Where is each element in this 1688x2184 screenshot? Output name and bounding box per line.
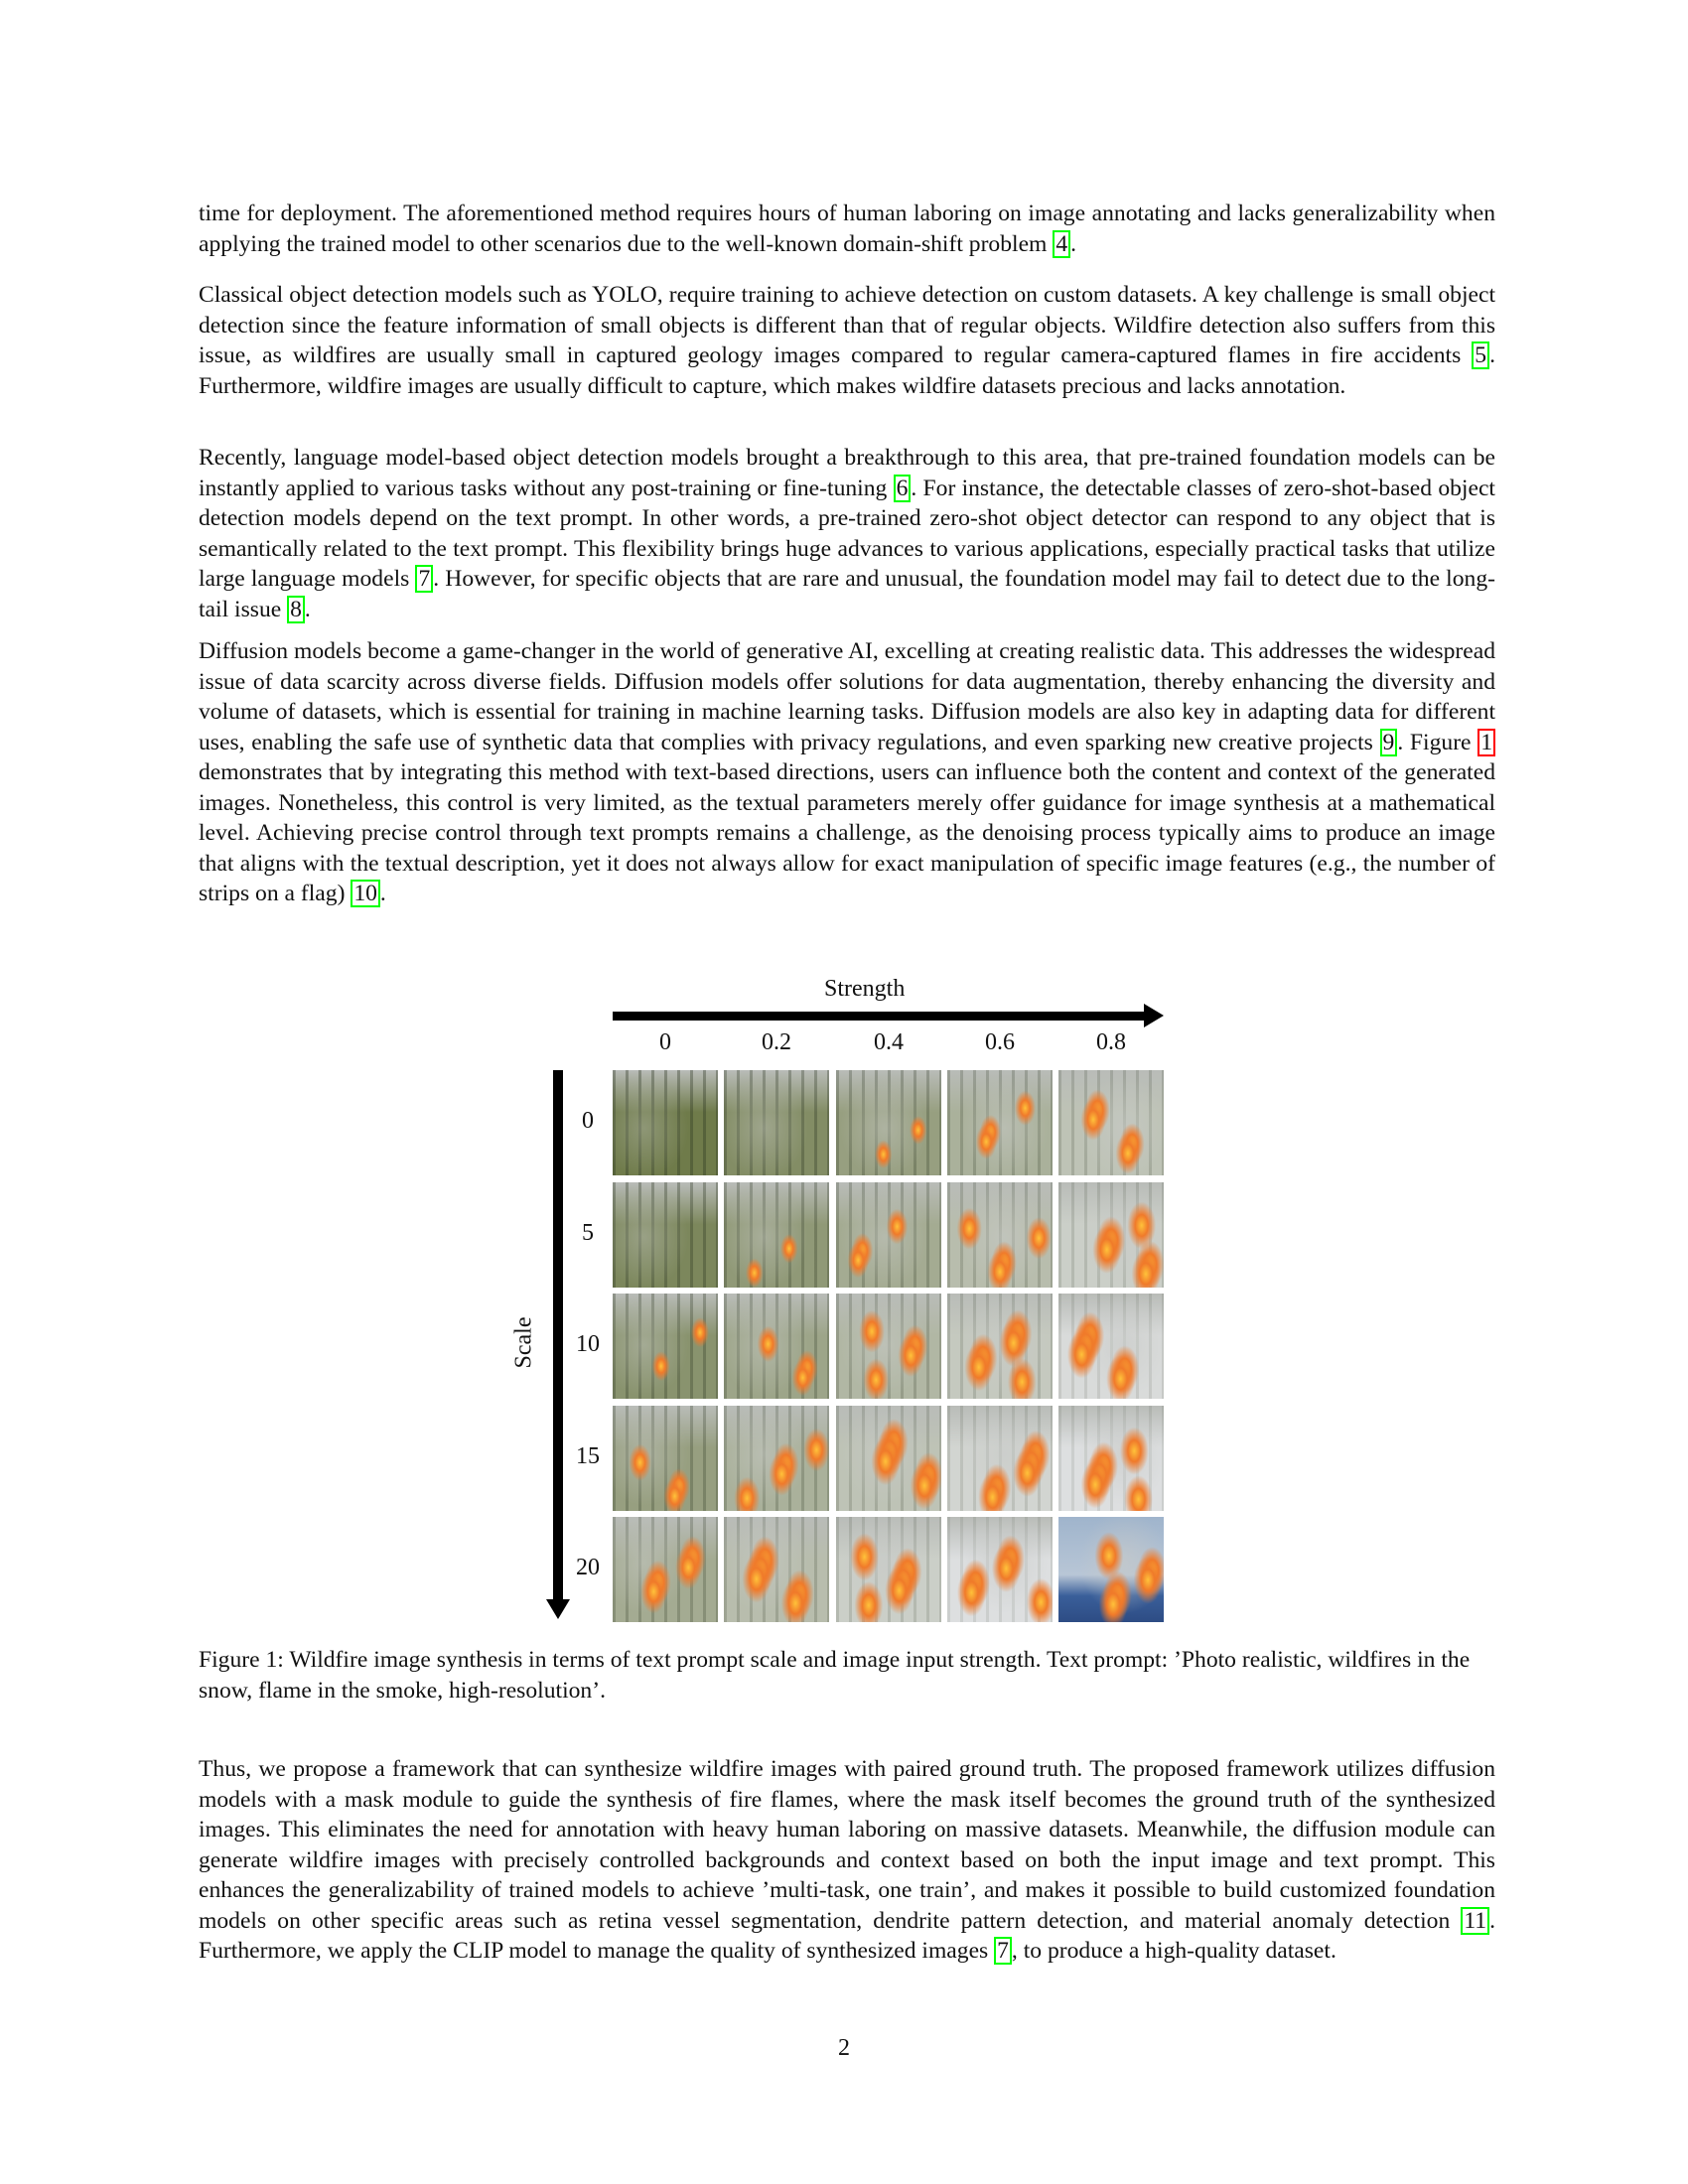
synthesized-wildfire-image <box>947 1294 1053 1399</box>
paragraph: Thus, we propose a framework that can synthesize wildfire images with paired ground truth. The proposed framework utilizes diffusion models with a mask module to guide the synthesis of fire flames, where the mask itself becomes the ground truth of the synthesized images. This eliminates the need for annotation with heavy human laboring on massive datasets. Meanwhile, the diffusion module can generate wildfire images with precisely controlled backgrounds and context based on both the input image and text prompt. This enhances the generalizability of trained models to achieve ’multi-task, one train’, and makes it possible to build customized foundation models on other specific areas such as retina vessel segmentation, dendrite pattern detection, and material anomaly detection 11 . Furthermore, we apply the CLIP model to manage the quality of synthesized images 7 , to produce a high-quality dataset. <box>199 1756 1495 1964</box>
scale-value-label: 10 <box>576 1331 600 1357</box>
synthesized-wildfire-image <box>836 1182 941 1288</box>
synthesized-wildfire-image <box>947 1182 1053 1288</box>
synthesized-wildfire-image <box>1058 1182 1164 1288</box>
figure-1 <box>496 968 1192 1633</box>
synthesized-wildfire-image <box>836 1070 941 1175</box>
strength-value-label: 0.4 <box>874 1029 904 1055</box>
synthesized-wildfire-image <box>613 1070 718 1175</box>
scale-value-label: 5 <box>582 1220 594 1246</box>
synthesized-wildfire-image <box>836 1517 941 1622</box>
citation-link[interactable]: 9 <box>1380 729 1398 756</box>
paragraph: Recently, language model-based object detection models brought a breakthrough to this area, that pre-trained foundation models can be instantly applied to various tasks without any post-training or fine-tuning 6 . For instance, the detectable classes of zero-shot-based object detection models depend on the text prompt. In other words, a pre-trained zero-shot object detector can respond to any object that is semantically related to the text prompt. This flexibility brings huge advances to various applications, especially practical tasks that utilize large language models 7 . However, for specific objects that are rare and unusual, the foundation model may fail to detect due to the long-tail issue 8 . <box>199 445 1495 622</box>
citation-link[interactable]: 7 <box>415 565 433 593</box>
synthesized-wildfire-image <box>1058 1517 1164 1622</box>
citation-link[interactable]: 8 <box>287 596 305 623</box>
paragraph: time for deployment. The aforementioned method requires hours of human laboring on image annotating and lacks generalizability when applying the trained model to other scenarios due to the well-known domain-shift problem 4 . <box>199 201 1495 257</box>
strength-value-label: 0.2 <box>762 1029 791 1055</box>
citation-link[interactable]: 4 <box>1053 230 1070 258</box>
citation-link[interactable]: 11 <box>1461 1907 1489 1935</box>
synthesized-wildfire-image <box>724 1517 829 1622</box>
figure-caption: Figure 1: Wildfire image synthesis in terms of text prompt scale and image input strength. Text prompt: ’Photo realistic, wildfires in the snow, flame in the smoke, high-resolution’. <box>199 1647 1471 1704</box>
strength-value-label: 0 <box>659 1029 671 1055</box>
figure-ref-link[interactable]: 1 <box>1477 729 1495 756</box>
y-axis-label: Scale <box>510 1316 537 1369</box>
synthesized-wildfire-image <box>613 1517 718 1622</box>
scale-value-label: 15 <box>576 1443 600 1469</box>
synthesized-wildfire-image <box>613 1294 718 1399</box>
arrow-down-icon <box>546 1599 570 1619</box>
synthesized-wildfire-image <box>947 1070 1053 1175</box>
citation-link[interactable]: 10 <box>351 880 380 907</box>
synthesized-wildfire-image <box>836 1406 941 1511</box>
scale-arrow-shaft <box>553 1070 563 1604</box>
synthesized-wildfire-image <box>947 1406 1053 1511</box>
arrow-right-icon <box>1144 1004 1164 1027</box>
strength-value-label: 0.8 <box>1096 1029 1126 1055</box>
paragraph: Diffusion models become a game-changer in the world of generative AI, excelling at creating realistic data. This addresses the widespread issue of data scarcity across diverse fields. Diffusion models offer solutions for data augmentation, thereby enhancing the diversity and volume of datasets, which is essential for training in machine learning tasks. Diffusion models are also key in adapting data for different uses, enabling the safe use of synthetic data that complies with privacy regulations, and even sparking new creative projects 9 . Figure 1 demonstrates that by integrating this method with text-based directions, users can influence both the content and context of the generated images. Nonetheless, this control is very limited, as the textual parameters merely offer guidance for image synthesis at a mathematical level. Achieving precise control through text prompts remains a challenge, as the denoising process typically aims to produce an image that aligns with the textual description, yet it does not always allow for exact manipulation of specific image features (e.g., the number of strips on a flag) 10 . <box>199 638 1495 906</box>
citation-link[interactable]: 6 <box>894 475 912 502</box>
synthesized-wildfire-image <box>1058 1070 1164 1175</box>
synthesized-wildfire-image <box>1058 1406 1164 1511</box>
synthesized-wildfire-image <box>724 1294 829 1399</box>
paragraph: Classical object detection models such as YOLO, require training to achieve detection on custom datasets. A key challenge is small object detection since the feature information of small objects is different than that of regular objects. Wildfire detection also suffers from this issue, as wildfires are usually small in captured geology images compared to regular camera-captured flames in fire accidents 5 . Furthermore, wildfire images are usually difficult to capture, which makes wildfire datasets precious and lacks annotation. <box>199 282 1495 399</box>
scale-value-label: 20 <box>576 1555 600 1580</box>
scale-value-label: 0 <box>582 1108 594 1134</box>
page-number: 2 <box>838 2035 850 2061</box>
strength-value-label: 0.6 <box>985 1029 1015 1055</box>
synthesized-wildfire-image <box>724 1182 829 1288</box>
synthesized-wildfire-image <box>724 1406 829 1511</box>
strength-arrow-shaft <box>613 1012 1149 1021</box>
x-axis-label: Strength <box>824 976 906 1002</box>
citation-link[interactable]: 7 <box>994 1937 1012 1965</box>
synthesized-wildfire-image <box>947 1517 1053 1622</box>
synthesized-wildfire-image <box>1058 1294 1164 1399</box>
synthesized-wildfire-image <box>613 1406 718 1511</box>
synthesized-wildfire-image <box>724 1070 829 1175</box>
citation-link[interactable]: 5 <box>1472 341 1489 369</box>
synthesized-wildfire-image <box>613 1182 718 1288</box>
synthesized-wildfire-image <box>836 1294 941 1399</box>
